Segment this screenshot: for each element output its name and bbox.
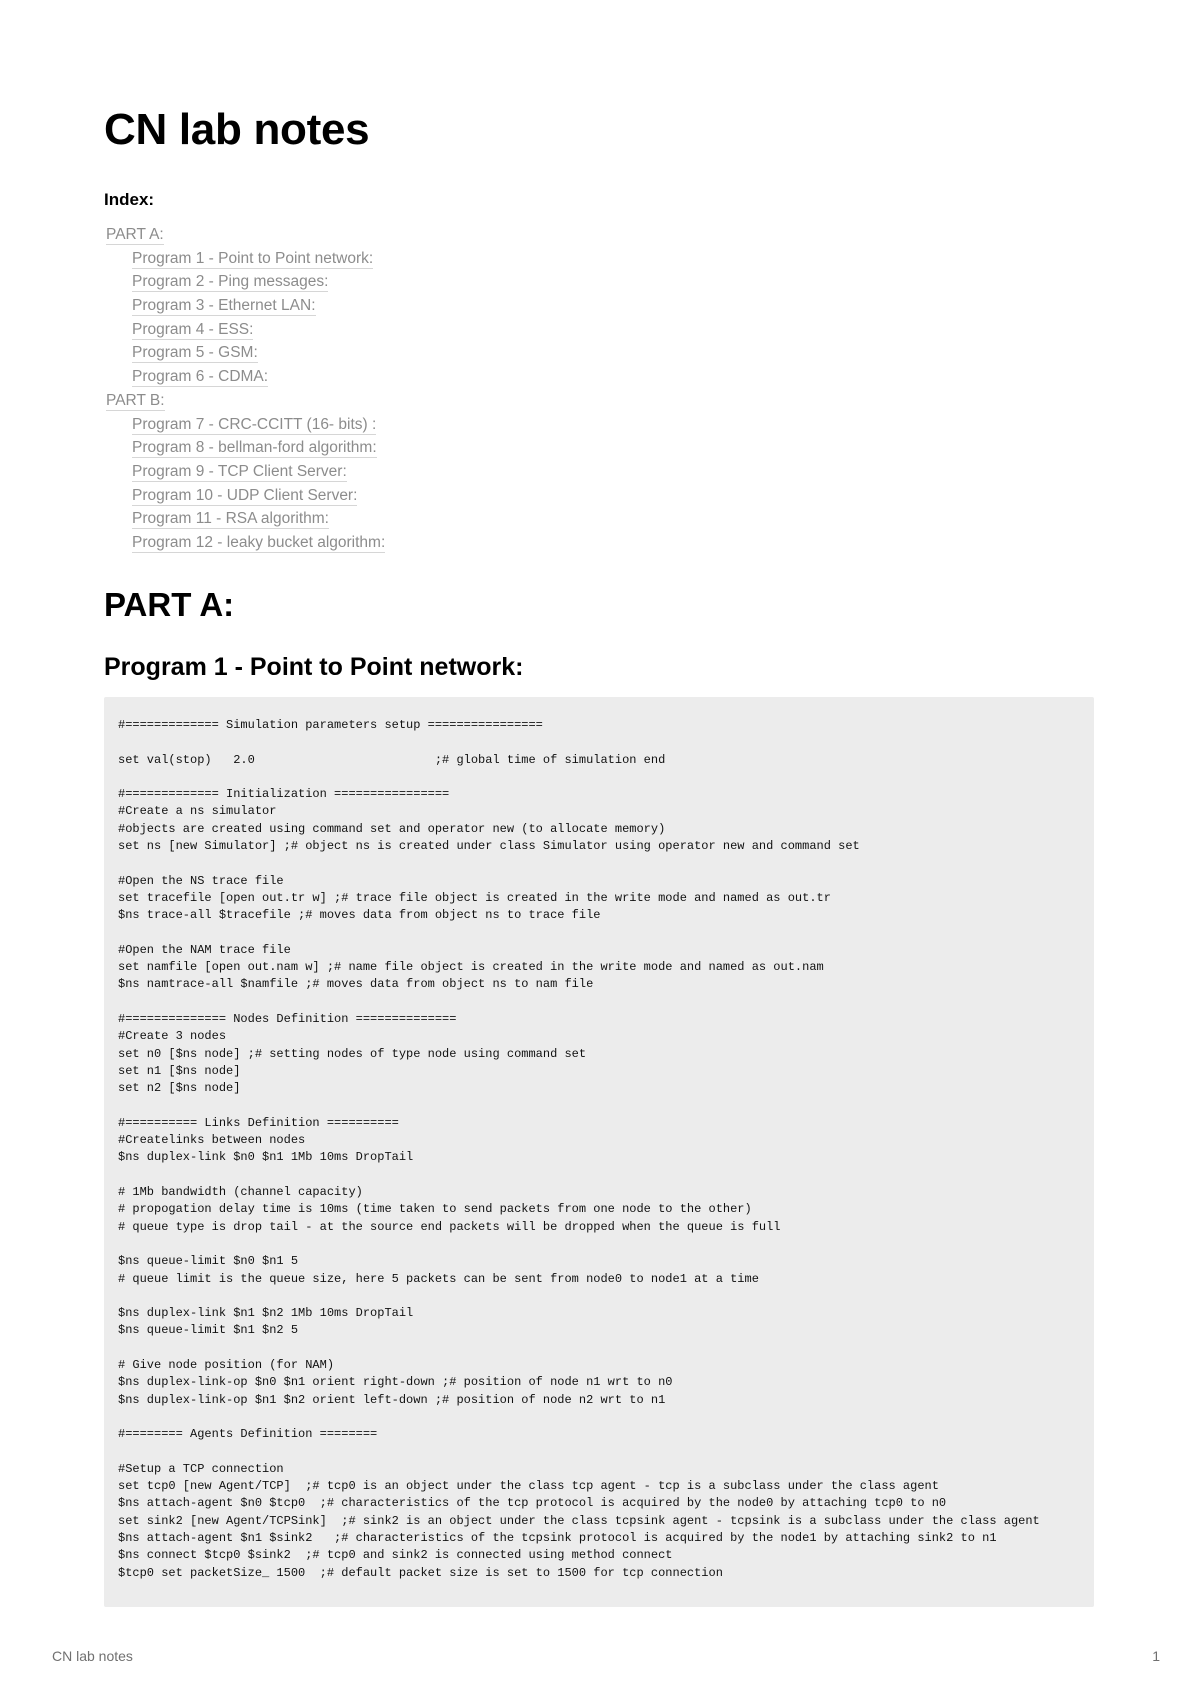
toc-link[interactable]: Program 11 - RSA algorithm: <box>132 510 329 528</box>
toc-item-program-9[interactable] <box>106 460 385 484</box>
toc-link[interactable]: Program 1 - Point to Point network: <box>132 249 374 267</box>
code-text: #============= Simulation parameters setup ================ set val(stop) 2.0 ;# global time of simulation end #============= Initialization ================ #Create a ns simulator #objects are created using command set and operator new (to allocate memory) set ns [new Simulator] ;# object ns is created under class Simulator using operator new and command set #Open the NS trace file set tracefile [open out.tr w] ;# trace file object is created in the write mode and named as out.tr $ns trace-all $tracefile ;# moves data from object ns to trace file #Open the NAM trace file set namfile [open out.nam w] ;# name file object is created in the write mode and named as out.nam $ns namtrace-all $namfile ;# moves data from object ns to nam file #============== Nodes Definition ============== #Create 3 nodes set n0 [$ns node] ;# setting nodes of type node using command set set n1 [$ns node] set n2 [$ns node] #========== Links Definition ========== #Createlinks between nodes $ns duplex-link $n0 $n1 1Mb 10ms DropTail # 1Mb bandwidth (channel capacity) # propogation delay time is 10ms (time taken to send packets from one node to the other) # queue type is drop tail - at the source end packets will be dropped when the queue is full $ns queue-limit $n0 $n1 5 # queue limit is the queue size, here 5 packets can be sent from node0 to node1 at a time $ns duplex-link $n1 $n2 1Mb 10ms DropTail $ns queue-limit $n1 $n2 5 # Give node position (for NAM) $ns duplex-link-op $n0 $n1 orient right-down ;# position of node n1 wrt to n0 $ns duplex-link-op $n1 $n2 orient left-down ;# position of node n2 wrt to n1 #======== Agents Definition ======== #Setup a TCP connection set tcp0 [new Agent/TCP] ;# tcp0 is an object under the class tcp agent - tcp is a subclass under the class agent $ns attach-agent $n0 $tcp0 ;# characteristics of the tcp protocol is acquired by the node0 by attaching tcp0 to n0 set sink2 [new Agent/TCPSink] ;# sink2 is an object under the class tcpsink agent - tcpsink is a subclass under the class agent $ns attach-agent $n1 $sink2 ;# characteristics of the tcpsink protocol is acquired by the node1 by attaching sink2 to n1 $ns connect $tcp0 $sink2 ;# tcp0 and sink2 is connected using method connect $tcp0 set packetSize_ 1500 ;# default packet size is set to 1500 for tcp connection <box>118 718 1040 1580</box>
toc-item-program-2[interactable] <box>106 270 385 294</box>
page-title: CN lab notes <box>104 105 370 154</box>
program-1-heading: Program 1 - Point to Point network: <box>104 653 524 681</box>
toc-item-program-1[interactable] <box>106 247 385 271</box>
toc-link[interactable]: Program 2 - Ping messages: <box>132 273 329 291</box>
toc-item-program-5[interactable] <box>106 341 385 365</box>
toc-item-program-10[interactable] <box>106 484 385 508</box>
toc-link[interactable]: Program 12 - leaky bucket algorithm: <box>132 533 386 551</box>
toc-link[interactable]: Program 6 - CDMA: <box>132 368 269 386</box>
toc-item-program-8[interactable] <box>106 436 385 460</box>
toc-link[interactable]: Program 10 - UDP Client Server: <box>132 486 358 504</box>
footer-document-title: CN lab notes <box>52 1648 133 1664</box>
toc-link[interactable]: Program 7 - CRC-CCITT (16- bits) : <box>132 415 377 433</box>
toc-item-program-3[interactable] <box>106 294 385 318</box>
toc-link[interactable]: Program 8 - bellman-ford algorithm: <box>132 439 377 457</box>
footer-page-number: 1 <box>1152 1648 1160 1664</box>
toc-item-program-11[interactable] <box>106 507 385 531</box>
toc-link[interactable]: Program 3 - Ethernet LAN: <box>132 297 316 315</box>
toc-item-part-a[interactable] <box>106 223 385 247</box>
toc-link[interactable]: PART A: <box>106 226 164 243</box>
code-block <box>104 697 1094 1607</box>
section-heading-part-a: PART A: <box>104 586 235 623</box>
toc-item-program-6[interactable] <box>106 365 385 389</box>
index-heading: Index: <box>104 190 155 209</box>
toc-item-part-b[interactable] <box>106 389 385 413</box>
toc-link[interactable]: Program 9 - TCP Client Server: <box>132 462 347 480</box>
toc-item-program-4[interactable] <box>106 318 385 342</box>
toc-link[interactable]: Program 4 - ESS: <box>132 320 254 338</box>
table-of-contents <box>106 223 385 555</box>
toc-link[interactable]: PART B: <box>106 391 165 409</box>
toc-item-program-12[interactable] <box>106 531 385 555</box>
toc-item-program-7[interactable] <box>106 413 385 437</box>
toc-link[interactable]: Program 5 - GSM: <box>132 344 258 362</box>
